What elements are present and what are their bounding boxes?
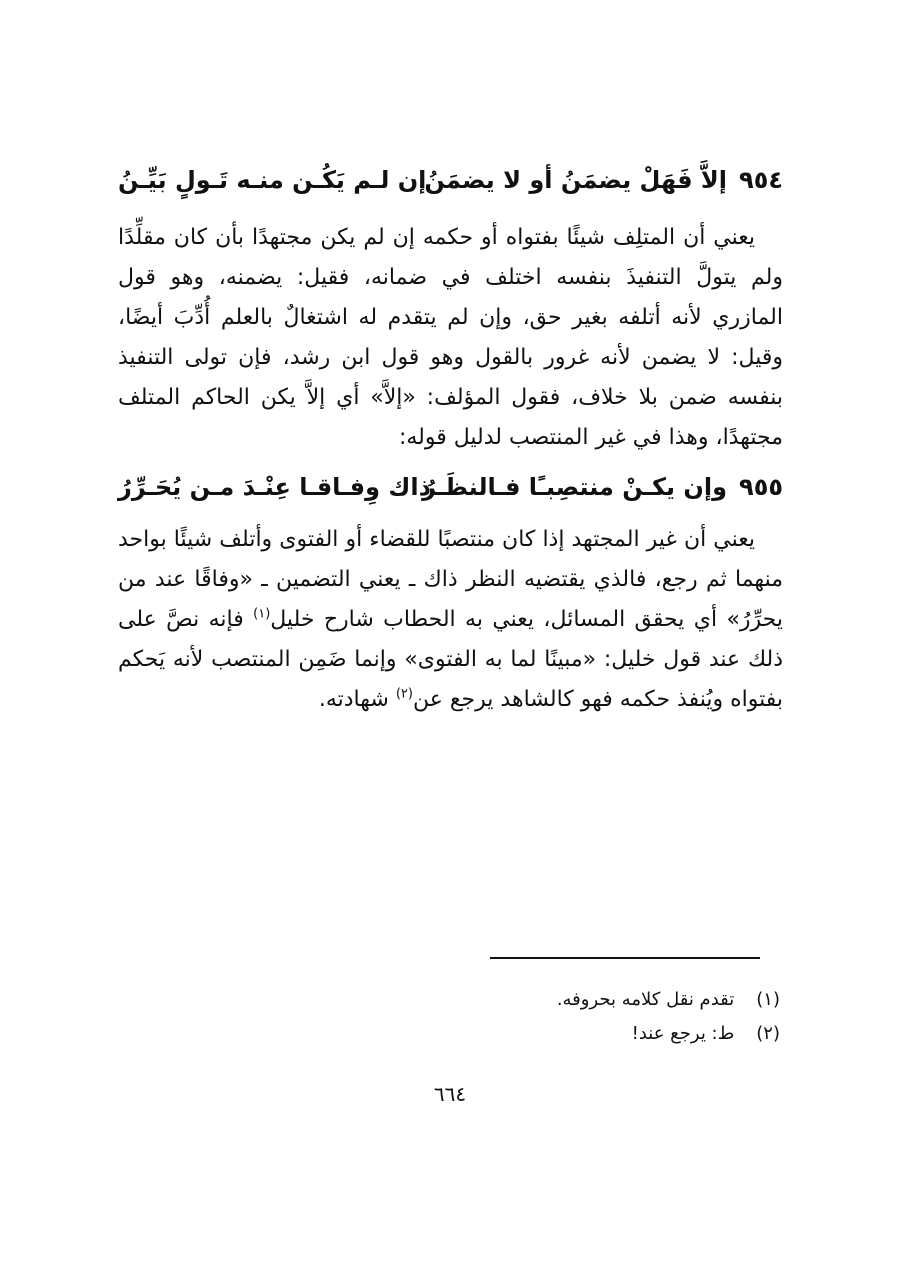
commentary-paragraph-1	[118, 218, 783, 458]
paragraph-text: يعني أن المتلِف شيئًا بفتواه أو حكمه إن لم يكن مجتهدًا بأن كان مقلِّدًا ولم يتولَّ التنفيذَ بنفسه اختلف في ضمانه، فقيل: يضمنه، وهو قول المازري لأنه أتلفه بغير حق، وإن لم يتقدم له اشتغالٌ بالعلم أُدِّبَ أيضًا، وقيل: لا يضمن لأنه غرور بالقول وهو قول ابن رشد، فإن تولى التنفيذ بنفسه ضمن بلا خلاف، فقول المؤلف: «إلاَّ» أي إلاَّ يكن الحاكم المتلف مجتهدًا، وهذا في غير المنتصب لدليل قوله:	[118, 225, 783, 450]
verse-second-hemistich: ذاك وِفـاقـا عِنْـدَ مـن يُحَـرِّرُ	[118, 473, 431, 501]
verse-number: ٩٥٥	[739, 473, 783, 501]
page-number: ٦٦٤	[433, 1082, 467, 1106]
footnote-number: (١)	[756, 989, 780, 1010]
footnotes	[420, 983, 780, 1051]
paragraph-text-part: فإنه نصَّ على ذلك عند قول خليل: «مبينًا لما به الفتوى» وإنما ضَمِن المنتصب لأنه يَحكم بفتواه ويُنفذ حكمه فهو كالشاهد يرجع عن	[118, 607, 783, 712]
verse-954	[118, 160, 783, 200]
footnote-1	[420, 983, 780, 1017]
paragraph-text-part: شهادته.	[318, 687, 389, 712]
footnote-ref-2: (٢)	[395, 686, 413, 702]
footnote-text: ط: يرجع عند!	[631, 1023, 735, 1044]
verse-first-hemistich: إلاَّ فَهَلْ يضمَنُ أو لا يضمَنُ	[424, 166, 727, 194]
verse-955	[118, 467, 783, 507]
footnote-text: تقدم نقل كلامه بحروفه.	[556, 989, 735, 1010]
paragraph-text-part: يعني أن غير المجتهد إذا كان منتصبًا للقضاء أو الفتوى وأتلف شيئًا بواحد منهما ثم رجع، فالذي يقتضيه النظر ذاك ـ يعني التضمين ـ «وفاقًا عند من يحرِّرُ» أي يحقق المسائل، يعني به الحطاب شارح خليل	[118, 527, 784, 632]
verse-number: ٩٥٤	[739, 166, 783, 194]
verse-second-hemistich: إن لـم يَكُـن منـه تَـولٍ بَيِّـنُ	[118, 166, 427, 194]
commentary-paragraph-2	[118, 520, 783, 720]
paragraph-text	[118, 520, 783, 720]
footnote-2	[420, 1017, 780, 1051]
footnote-number: (٢)	[756, 1023, 780, 1044]
footnote-ref-1: (١)	[253, 606, 271, 622]
footnote-separator	[490, 957, 760, 959]
verse-first-hemistich: وإن يكـنْ منتصِبـًا فـالنظَـرُ	[422, 473, 727, 501]
